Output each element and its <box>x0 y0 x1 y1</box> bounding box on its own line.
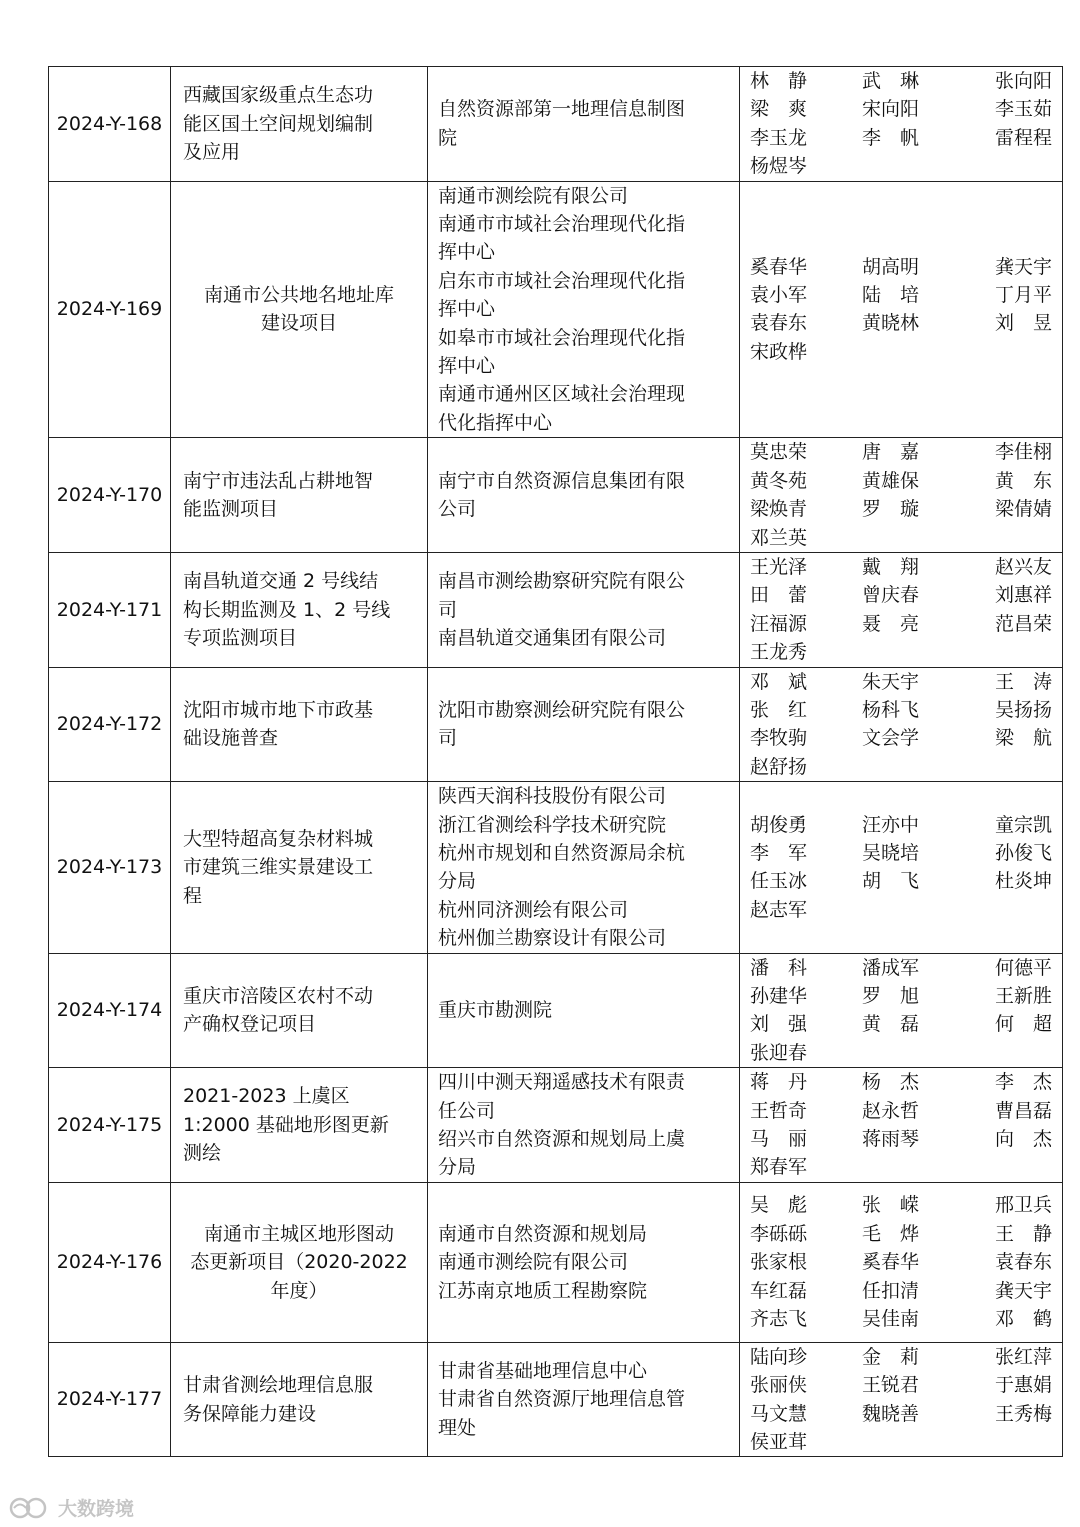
organization-line: 南通市市域社会治理现代化指 <box>438 213 686 236</box>
member-name: 胡高明 <box>862 255 920 278</box>
organization-line: 分局 <box>438 1156 477 1179</box>
member-name: 张家根 <box>750 1251 808 1274</box>
organization-line: 陕西天润科技股份有限公司 <box>438 785 667 808</box>
project-id: 2024-Y-170 <box>49 438 171 553</box>
member-names <box>740 181 1063 438</box>
project-name-line: 1:2000 基础地形图更新 <box>183 1113 389 1136</box>
member-name: 王 涛 <box>994 670 1052 693</box>
member-name: 莫忠荣 <box>750 441 808 464</box>
organization-line: 挥中心 <box>438 241 496 264</box>
member-name: 蒋 丹 <box>750 1071 808 1094</box>
project-name <box>171 782 428 953</box>
member-name: 毛 烨 <box>862 1222 920 1245</box>
member-name: 龚天宇 <box>994 255 1052 278</box>
member-name: 何 超 <box>994 1013 1052 1036</box>
organization <box>428 782 740 953</box>
organization-line: 甘肃省基础地理信息中心 <box>438 1360 648 1383</box>
member-name: 孙俊飞 <box>994 841 1052 864</box>
member-name: 何德平 <box>994 956 1052 979</box>
member-name: 曹昌磊 <box>994 1099 1052 1122</box>
project-name-line: 态更新项目（2020-2022 <box>190 1251 408 1274</box>
member-name: 吴晓培 <box>862 841 920 864</box>
member-name: 胡俊勇 <box>750 813 808 836</box>
name-grid <box>750 1068 1052 1182</box>
organization-line: 如皋市市域社会治理现代化指 <box>438 326 686 349</box>
member-name: 袁小军 <box>750 284 808 307</box>
member-name: 任扣清 <box>862 1279 920 1302</box>
organization <box>428 1342 740 1457</box>
member-name: 邓 鹤 <box>994 1307 1052 1330</box>
name-grid <box>750 438 1052 552</box>
organization <box>428 552 740 667</box>
organization-line: 挥中心 <box>438 298 496 321</box>
organization-line: 南通市通州区区域社会治理现 <box>438 383 686 406</box>
member-name: 张丽侠 <box>750 1374 808 1397</box>
project-id: 2024-Y-172 <box>49 667 171 782</box>
organization-line: 司 <box>438 598 458 621</box>
member-name: 王光泽 <box>750 555 808 578</box>
organization-line: 甘肃省自然资源厅地理信息管 <box>438 1388 686 1411</box>
member-name: 李 杰 <box>994 1071 1052 1094</box>
member-name: 林 静 <box>750 70 808 92</box>
project-name-line: 市建筑三维实景建设工 <box>183 856 374 879</box>
organization <box>428 953 740 1068</box>
member-name: 梁 航 <box>994 727 1052 750</box>
member-name: 王 静 <box>994 1222 1052 1245</box>
member-name: 范昌荣 <box>994 612 1052 635</box>
organization-line: 江苏南京地质工程勘察院 <box>438 1279 648 1302</box>
member-name: 王新胜 <box>994 985 1052 1007</box>
member-name: 王锐君 <box>862 1374 920 1397</box>
member-name: 孙建华 <box>750 985 808 1007</box>
table-row <box>49 953 1063 1068</box>
organization-line: 任公司 <box>438 1099 496 1122</box>
project-id: 2024-Y-175 <box>49 1068 171 1183</box>
member-name: 张 红 <box>750 698 808 721</box>
member-name: 黄晓林 <box>862 312 920 335</box>
brand-logo-icon <box>8 1496 52 1520</box>
member-name: 唐 嘉 <box>862 441 920 464</box>
member-name: 龚天宇 <box>994 1279 1052 1302</box>
member-name: 奚春华 <box>862 1251 920 1274</box>
member-name: 于惠娟 <box>994 1374 1052 1397</box>
member-names <box>740 667 1063 782</box>
member-names <box>740 953 1063 1068</box>
member-name: 黄雄保 <box>862 469 920 492</box>
project-name <box>171 667 428 782</box>
table-row <box>49 181 1063 438</box>
member-name: 杨煜岑 <box>750 155 808 178</box>
member-name: 李牧驹 <box>750 727 808 750</box>
project-name-line: 南通市公共地名地址库 <box>203 284 394 307</box>
member-name: 赵永哲 <box>862 1099 920 1122</box>
project-id: 2024-Y-171 <box>49 552 171 667</box>
project-name-line: 务保障能力建设 <box>183 1402 317 1425</box>
member-name: 丁月平 <box>994 284 1052 307</box>
member-name: 张红萍 <box>994 1345 1052 1368</box>
member-name: 赵兴友 <box>994 555 1052 578</box>
member-name: 杨 杰 <box>862 1071 920 1094</box>
project-name <box>171 1068 428 1183</box>
organization-line: 院 <box>438 126 458 149</box>
organization-line: 理处 <box>438 1416 477 1439</box>
project-name <box>171 67 428 182</box>
project-id: 2024-Y-174 <box>49 953 171 1068</box>
member-name: 李玉龙 <box>750 126 808 149</box>
organization-line: 杭州伽兰勘察设计有限公司 <box>438 927 667 950</box>
name-grid <box>750 1343 1052 1457</box>
table-row <box>49 552 1063 667</box>
organization-line: 杭州同济测绘有限公司 <box>438 898 629 921</box>
project-name-line: 产确权登记项目 <box>183 1013 317 1036</box>
member-name: 马 丽 <box>750 1128 808 1151</box>
member-name: 邢卫兵 <box>994 1194 1052 1217</box>
organization-line: 南通市测绘院有限公司 <box>438 1251 629 1274</box>
organization-line: 四川中测天翔遥感技术有限责 <box>438 1071 686 1094</box>
member-name: 金 莉 <box>862 1345 920 1368</box>
member-name: 杨科飞 <box>862 698 920 721</box>
member-name: 马文慧 <box>750 1402 808 1425</box>
project-name <box>171 438 428 553</box>
organization <box>428 181 740 438</box>
member-name: 向 杰 <box>994 1128 1052 1151</box>
project-name-line: 能监测项目 <box>183 498 279 521</box>
organization-line: 南通市测绘院有限公司 <box>438 184 629 207</box>
project-name <box>171 1342 428 1457</box>
member-names <box>740 552 1063 667</box>
member-name: 李佳栩 <box>994 441 1052 464</box>
member-names <box>740 1182 1063 1342</box>
name-grid <box>750 553 1052 667</box>
member-name: 邓 斌 <box>750 670 808 693</box>
project-id: 2024-Y-169 <box>49 181 171 438</box>
organization <box>428 1182 740 1342</box>
project-name-line: 沈阳市城市地下市政基 <box>183 698 374 721</box>
member-name: 邓兰英 <box>750 526 808 549</box>
project-id: 2024-Y-176 <box>49 1182 171 1342</box>
organization-line: 南通市自然资源和规划局 <box>438 1222 648 1245</box>
member-name: 黄 磊 <box>862 1013 920 1036</box>
project-name-line: 构长期监测及 1、2 号线 <box>183 598 391 621</box>
organization-line: 沈阳市勘察测绘研究院有限公 <box>438 698 686 721</box>
member-name: 杜炎坤 <box>994 870 1052 893</box>
project-name-line: 专项监测项目 <box>183 626 298 649</box>
project-name-line: 西藏国家级重点生态功 <box>183 84 374 107</box>
member-name: 文会学 <box>862 727 920 750</box>
organization-line: 重庆市勘测院 <box>438 999 553 1022</box>
organization-line: 代化指挥中心 <box>438 411 553 434</box>
project-name-line: 大型特超高复杂材料城 <box>183 827 374 850</box>
member-name: 黄冬苑 <box>750 469 808 492</box>
member-name: 郑春军 <box>750 1156 808 1179</box>
member-name: 梁焕青 <box>750 498 808 521</box>
table-row <box>49 438 1063 553</box>
name-grid <box>750 253 1052 367</box>
member-name: 宋政桦 <box>750 340 808 363</box>
watermark-text: 大数跨境 <box>58 1498 135 1520</box>
member-names <box>740 438 1063 553</box>
project-id: 2024-Y-177 <box>49 1342 171 1457</box>
member-name: 王秀梅 <box>994 1402 1052 1425</box>
organization-line: 南昌市测绘勘察研究院有限公 <box>438 570 686 593</box>
member-name: 罗 璇 <box>862 498 920 521</box>
member-name: 王龙秀 <box>750 641 808 664</box>
member-name: 刘 强 <box>750 1013 808 1036</box>
project-name-line: 甘肃省测绘地理信息服 <box>183 1374 374 1397</box>
member-name: 戴 翔 <box>862 555 920 578</box>
member-names <box>740 782 1063 953</box>
member-name: 陆向珍 <box>750 1345 808 1368</box>
member-name: 王哲奇 <box>750 1099 808 1122</box>
project-name-line: 年度） <box>270 1279 328 1302</box>
project-name-line: 建设项目 <box>260 312 337 335</box>
member-name: 李 军 <box>750 841 808 864</box>
organization <box>428 667 740 782</box>
table-row <box>49 667 1063 782</box>
table-row <box>49 782 1063 953</box>
member-name: 雷程程 <box>994 126 1052 149</box>
watermark <box>8 1494 134 1521</box>
member-names <box>740 1068 1063 1183</box>
project-name-line: 重庆市涪陵区农村不动 <box>183 985 374 1007</box>
member-name: 袁春东 <box>750 312 808 335</box>
project-name-line: 能区国土空间规划编制 <box>183 112 374 135</box>
member-name: 李砾砾 <box>750 1222 808 1245</box>
member-name: 刘 昱 <box>994 312 1052 335</box>
project-name-line: 南宁市违法乱占耕地智 <box>183 469 374 492</box>
project-name-line: 测绘 <box>183 1142 222 1165</box>
project-name-line: 程 <box>183 884 203 907</box>
organization-line: 南宁市自然资源信息集团有限 <box>438 469 686 492</box>
member-name: 胡 飞 <box>862 870 920 893</box>
project-name-line: 南昌轨道交通 2 号线结 <box>183 570 379 593</box>
member-name: 武 琳 <box>862 70 920 92</box>
member-name: 袁春东 <box>994 1251 1052 1274</box>
member-name: 赵舒扬 <box>750 755 808 778</box>
member-name: 任玉冰 <box>750 870 808 893</box>
member-name: 梁 爽 <box>750 98 808 121</box>
member-name: 潘成军 <box>862 956 920 979</box>
member-name: 吴 彪 <box>750 1194 808 1217</box>
project-id: 2024-Y-168 <box>49 67 171 182</box>
organization-line: 绍兴市自然资源和规划局上虞 <box>438 1128 686 1151</box>
organization-line: 分局 <box>438 870 477 893</box>
member-name: 刘惠祥 <box>994 584 1052 607</box>
member-name: 李 帆 <box>862 126 920 149</box>
organization-line: 公司 <box>438 498 477 521</box>
table-row <box>49 67 1063 182</box>
name-grid <box>750 67 1052 181</box>
organization-line: 自然资源部第一地理信息制图 <box>438 98 686 121</box>
member-name: 赵志军 <box>750 898 808 921</box>
member-name: 汪福源 <box>750 612 808 635</box>
project-name <box>171 181 428 438</box>
organization <box>428 1068 740 1183</box>
name-grid <box>750 668 1052 782</box>
name-grid <box>750 954 1052 1068</box>
member-name: 聂 亮 <box>862 612 920 635</box>
member-name: 朱天宇 <box>862 670 920 693</box>
member-name: 童宗凯 <box>994 813 1052 836</box>
member-name: 车红磊 <box>750 1279 808 1302</box>
organization-line: 浙江省测绘科学技术研究院 <box>438 813 667 836</box>
member-name: 吴佳南 <box>862 1307 920 1330</box>
table-row <box>49 1182 1063 1342</box>
member-name: 李玉茹 <box>994 98 1052 121</box>
member-name: 陆 培 <box>862 284 920 307</box>
member-name: 曾庆春 <box>862 584 920 607</box>
name-grid <box>750 1191 1052 1333</box>
organization-line: 杭州市规划和自然资源局余杭 <box>438 841 686 864</box>
member-name: 罗 旭 <box>862 985 920 1007</box>
table-row <box>49 1068 1063 1183</box>
member-name: 魏晓善 <box>862 1402 920 1425</box>
member-name: 黄 东 <box>994 469 1052 492</box>
project-name-line: 南通市主城区地形图动 <box>203 1222 394 1245</box>
member-name: 梁倩婧 <box>994 498 1052 521</box>
table-row <box>49 1342 1063 1457</box>
project-id: 2024-Y-173 <box>49 782 171 953</box>
member-name: 田 蕾 <box>750 584 808 607</box>
organization-line: 启东市市域社会治理现代化指 <box>438 269 686 292</box>
organization-line: 挥中心 <box>438 355 496 378</box>
organization-line: 南昌轨道交通集团有限公司 <box>438 626 667 649</box>
member-names <box>740 1342 1063 1457</box>
project-name-line: 2021-2023 上虞区 <box>183 1085 350 1108</box>
project-name <box>171 1182 428 1342</box>
member-name: 张 嵘 <box>862 1194 920 1217</box>
organization-line: 司 <box>438 727 458 750</box>
project-name-line: 及应用 <box>183 141 241 164</box>
member-name: 潘 科 <box>750 956 808 979</box>
member-name: 奚春华 <box>750 255 808 278</box>
member-name: 张向阳 <box>994 70 1052 92</box>
member-name: 蒋雨琴 <box>862 1128 920 1151</box>
member-name: 汪亦中 <box>862 813 920 836</box>
project-name-line: 础设施普查 <box>183 727 279 750</box>
organization <box>428 67 740 182</box>
member-name: 齐志飞 <box>750 1307 808 1330</box>
name-grid <box>750 811 1052 925</box>
project-name <box>171 953 428 1068</box>
member-name: 吴扬扬 <box>994 698 1052 721</box>
project-name <box>171 552 428 667</box>
member-name: 宋向阳 <box>862 98 920 121</box>
member-names <box>740 67 1063 182</box>
organization <box>428 438 740 553</box>
member-name: 侯亚茸 <box>750 1431 808 1454</box>
member-name: 张迎春 <box>750 1041 808 1064</box>
awards-table <box>48 66 1063 1457</box>
